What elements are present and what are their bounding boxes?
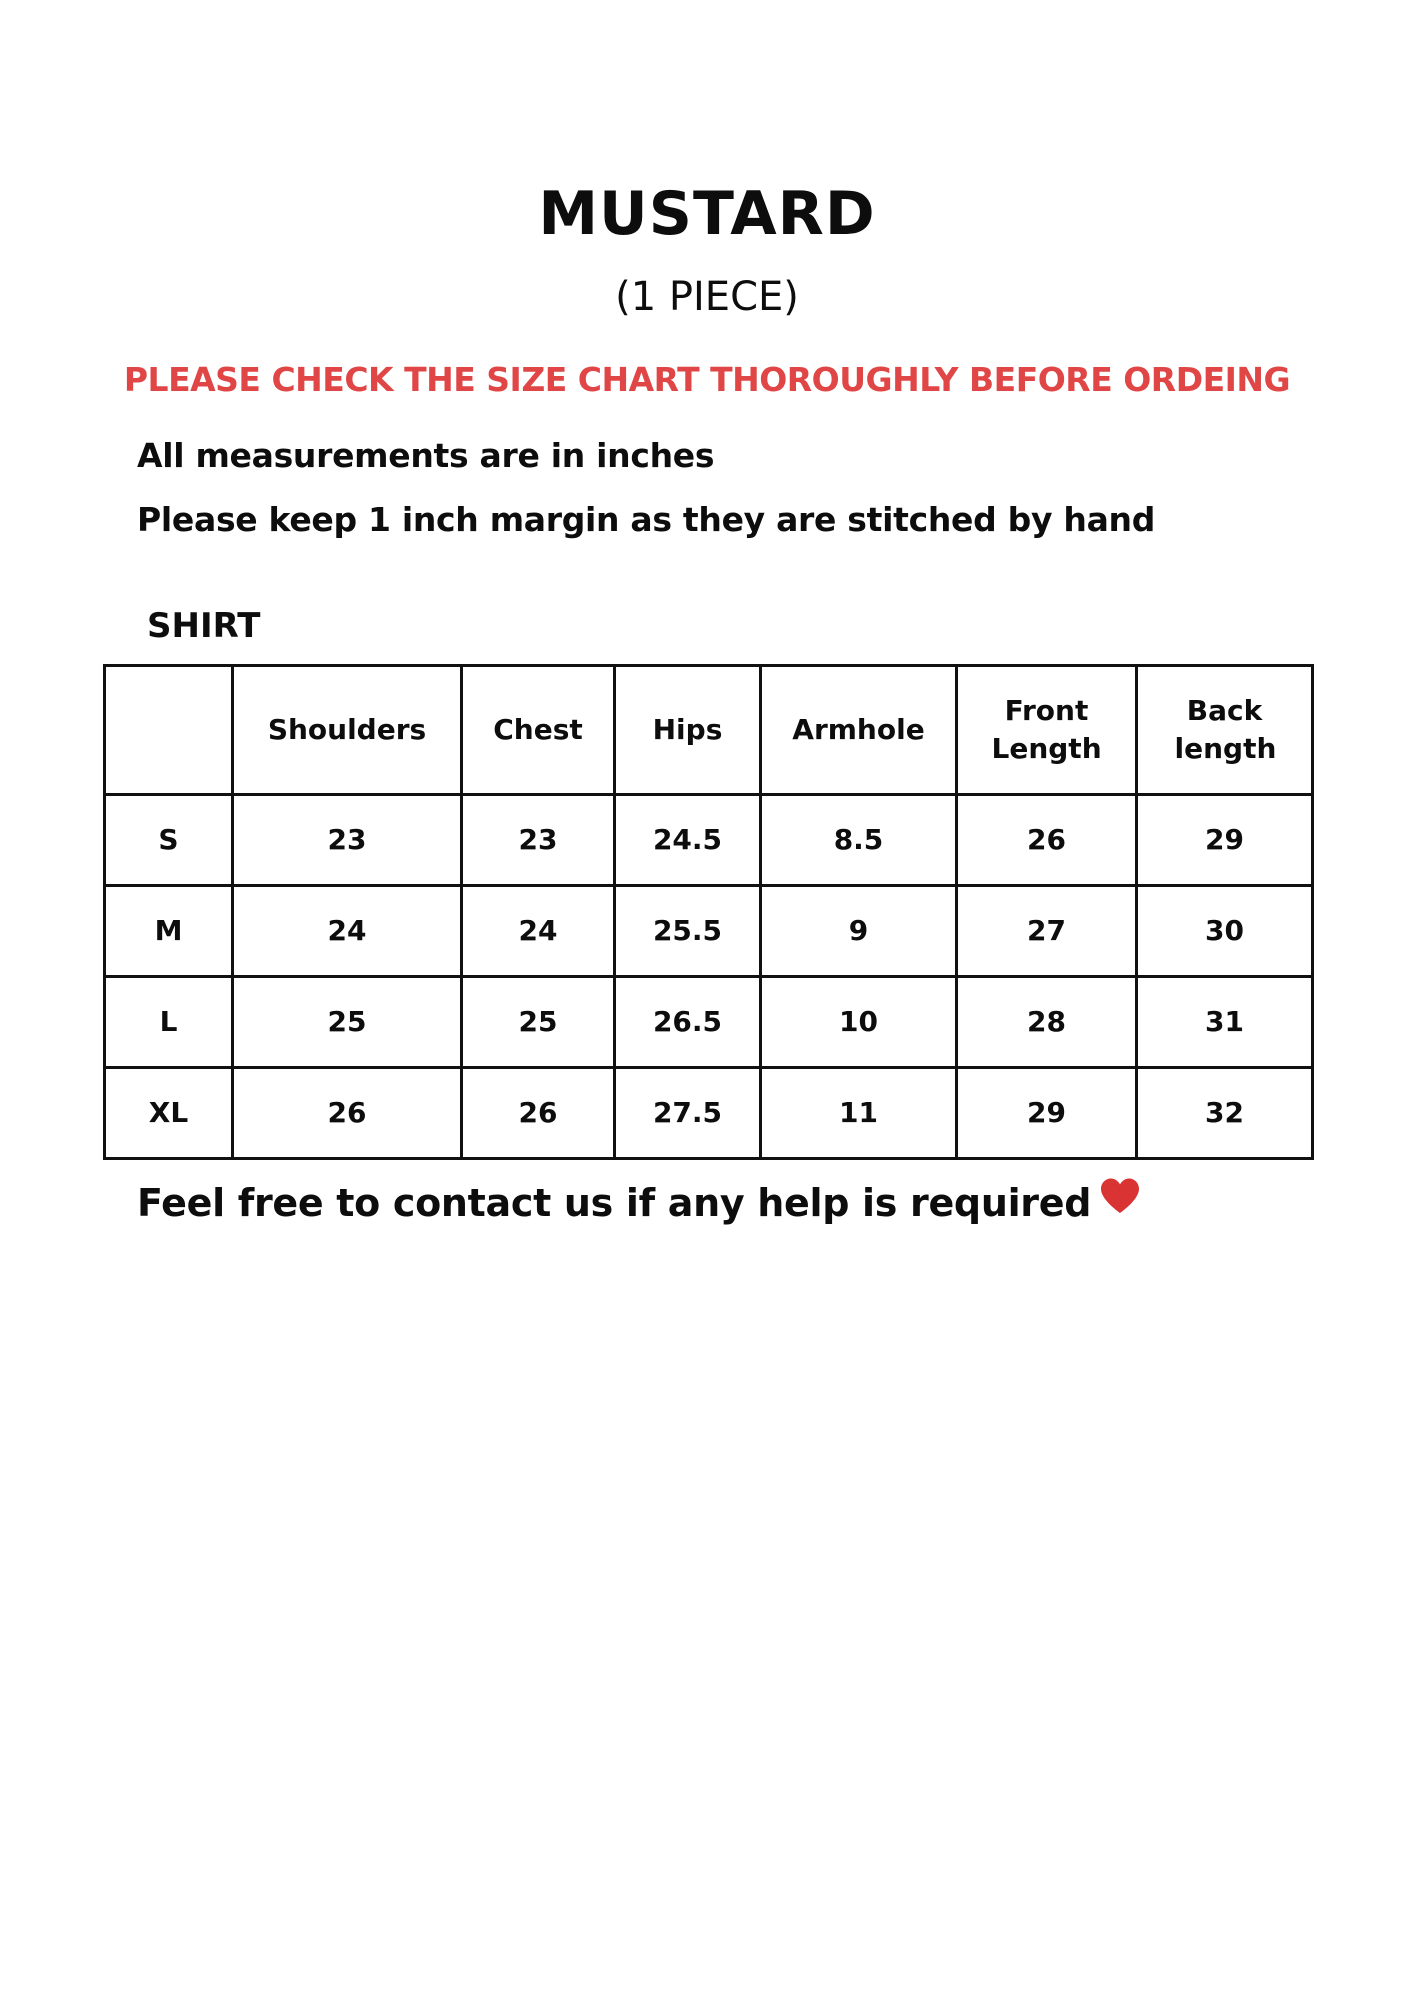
- table-cell: 25: [462, 977, 615, 1068]
- table-cell: 25.5: [615, 886, 761, 977]
- table-row: [105, 977, 1313, 1068]
- header-label-front-length: Front Length: [991, 694, 1102, 765]
- page-title: MUSTARD: [538, 179, 876, 249]
- table-cell: 26: [957, 795, 1137, 886]
- table-cell: 24: [462, 886, 615, 977]
- size-label-cell: M: [105, 886, 233, 977]
- table-header-cell: Chest: [462, 666, 615, 795]
- table-header-cell: Shoulders: [233, 666, 462, 795]
- table-cell: 23: [462, 795, 615, 886]
- table-header-cell: [957, 666, 1137, 795]
- margin-note: Please keep 1 inch margin as they are stitched by hand: [137, 500, 1156, 539]
- table-cell: 26: [233, 1068, 462, 1159]
- heart-icon: [1099, 1177, 1141, 1227]
- table-cell: 24: [233, 886, 462, 977]
- header-label-back-length: Back length: [1174, 694, 1277, 765]
- table-cell: 10: [761, 977, 957, 1068]
- table-row: [105, 795, 1313, 886]
- table-cell: 26.5: [615, 977, 761, 1068]
- table-cell: 32: [1137, 1068, 1313, 1159]
- size-label-cell: L: [105, 977, 233, 1068]
- table-header-cell: [1137, 666, 1313, 795]
- table-row: [105, 1068, 1313, 1159]
- table-cell: 24.5: [615, 795, 761, 886]
- table-cell: 25: [233, 977, 462, 1068]
- page-subtitle: (1 PIECE): [615, 274, 799, 320]
- table-header-cell: Hips: [615, 666, 761, 795]
- size-label-cell: XL: [105, 1068, 233, 1159]
- table-cell: 26: [462, 1068, 615, 1159]
- contact-footer-text: Feel free to contact us if any help is required: [137, 1181, 1092, 1225]
- size-label-cell: S: [105, 795, 233, 886]
- section-label-shirt: SHIRT: [147, 606, 261, 646]
- table-cell: 31: [1137, 977, 1313, 1068]
- table-cell: 28: [957, 977, 1137, 1068]
- measurement-unit-note: All measurements are in inches: [137, 436, 715, 475]
- contact-footer: [137, 1178, 1141, 1231]
- table-cell: 11: [761, 1068, 957, 1159]
- table-cell: 23: [233, 795, 462, 886]
- table-cell: 29: [1137, 795, 1313, 886]
- table-cell: 8.5: [761, 795, 957, 886]
- table-cell: 9: [761, 886, 957, 977]
- table-cell: 27: [957, 886, 1137, 977]
- table-cell: 29: [957, 1068, 1137, 1159]
- table-header-row: [105, 666, 1313, 795]
- table-header-cell: Armhole: [761, 666, 957, 795]
- size-chart-table: [103, 664, 1314, 1160]
- table-header-cell: [105, 666, 233, 795]
- table-cell: 27.5: [615, 1068, 761, 1159]
- table-cell: 30: [1137, 886, 1313, 977]
- table-row: [105, 886, 1313, 977]
- warning-text: PLEASE CHECK THE SIZE CHART THOROUGHLY BEFORE ORDEING: [123, 360, 1291, 399]
